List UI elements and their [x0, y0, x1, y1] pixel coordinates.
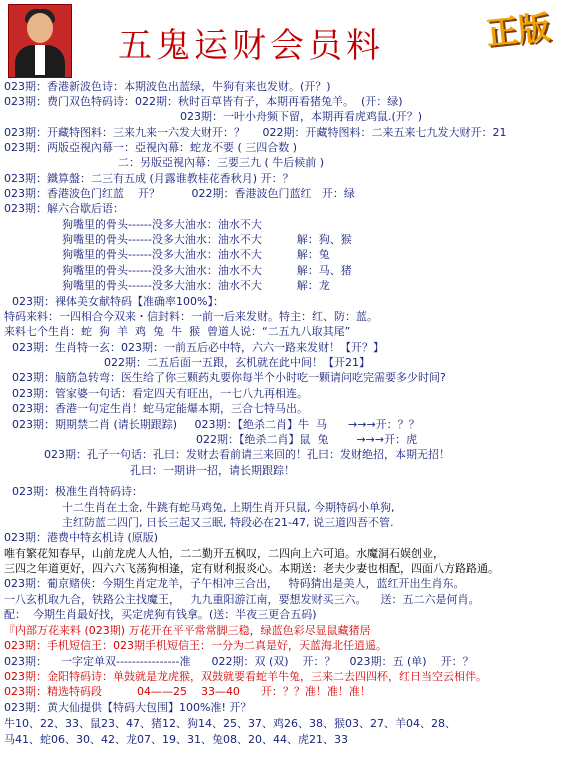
- text-line: 023期：一叶小舟频下留，本期再看虎鸡鼠.(开？): [180, 110, 423, 123]
- text-line: 023期：开藏特图料：三来九来一六发大财开：？ 022期：开藏特图料：二来五来七九发大财开：21: [4, 126, 507, 139]
- avatar: [8, 4, 72, 78]
- avatar-face: [27, 13, 53, 43]
- text-line: 023期：精选特码段 04——25 33—40 开：？？准！准！准！: [4, 685, 371, 698]
- text-line: 023期：香港一句定生肖！蛇马定能爆本期，三合七特马出。: [12, 402, 308, 415]
- text-line: 主红防蓝二四门, 日长三起又三眠, 特段必在21-47, 说三道四吾不管.: [62, 516, 394, 529]
- text-line: 023期：期期禁二肖 (请长期跟踪) 023期：【绝杀二肖】牛 马 →→→开：？？: [12, 418, 420, 431]
- text-line: 023期：解六合歇后语：: [4, 202, 124, 215]
- text-line: 孔曰：一期讲一招，请长期跟踪！: [130, 464, 295, 477]
- text-line: 十二生肖在土金, 牛跳有蛇马鸡兔, 上期生肖开只鼠, 今期特码小单狗,: [62, 501, 395, 514]
- text-line: 023期：鐵算盤：二三有五成 (月露谁教桂花香秋月) 开：？: [4, 172, 294, 185]
- text-line: 023期：港费中特玄机诗 (原版): [4, 531, 159, 544]
- text-line: 023期：生肖特一玄：023期：一前五后必中特，六六一路来发财！【开？】: [12, 341, 384, 354]
- genuine-badge: 正版: [484, 8, 552, 53]
- text-line: 马41、蛇06、30、42、龙07、19、31、兔08、20、44、虎21、33: [4, 733, 348, 746]
- page-title: 五鬼运财会员料: [118, 26, 384, 66]
- text-line: 023期：费门双色特码诗：022期：秋时百草皆有子，本期再看猪兔羊。 (开：绿): [4, 95, 403, 108]
- text-line: 狗嘴里的骨头------没多大油水：油水不大 解：狗、猴: [62, 233, 352, 246]
- text-line: 023期：手机短信王：023期手机短信王：一分为二真是好，天蓝海北任逍遥。: [4, 639, 387, 652]
- text-line: 配： 今期生肖最好找，买定虎狗有钱拿。(送：半夜三更合五码): [4, 608, 317, 621]
- text-line: 狗嘴里的骨头------没多大油水：油水不大: [62, 218, 262, 231]
- text-line: 023期：两版亞視內幕一：亞視內幕：蛇龙不要 ( 三四合数 ): [4, 141, 298, 154]
- text-line: 023期： 一字定单双----------------准 022期：双 (双) 开：？ 023期：五 (单) 开：？: [4, 655, 474, 668]
- text-line: 023期：极准生肖特码诗：: [12, 485, 143, 498]
- text-line: 『内部万花来料 (023期) 万花开在平平常常脚三稳，绿蓝色彩尽显鼠藏猪居: [4, 624, 371, 637]
- text-line: 023期：香港波色门红蓝 开？ 022期：香港波色门蓝红 开：绿: [4, 187, 355, 200]
- text-line: 023期：裸体美女献特码【准确率100%】：: [12, 295, 224, 308]
- text-line: 二：另版亞視內幕：三要三九 ( 牛后候前 ): [118, 156, 325, 169]
- text-line: 特码来料：一四相合今双来・信封料：一前一后来发财。特主：红、防：蓝。: [4, 310, 378, 323]
- text-line: 一八玄机取九合，铁路公主找魔王， 九九重阳游江南，要想发财买三六。 送：五二六是何肖。: [4, 593, 480, 606]
- text-line: 023期：金阳特码诗：单鼓就是龙虎猴，双鼓就要看蛇羊牛兔，三来二去四四杯，红日当空云相伴。: [4, 670, 487, 683]
- avatar-shirt: [35, 45, 45, 75]
- text-line: 三四之年道更好，四六六飞荡狗相逢，定有财利报炎心。本期送：老夫少妻也相配，四面八方路路通。: [4, 562, 499, 575]
- text-line: 唯有繁花知春早，山前龙虎人人怕，二二勤开五枫叹，二四向上六可追。水魔洞石娱创业，: [4, 547, 444, 560]
- text-line: 022期：二五后面一五跟，玄机就在此中间！【开21】: [104, 356, 370, 369]
- text-line: 023期：孔子一句话：孔曰：发财去看前请三来回的！孔曰：发财绝招，本期无招！: [44, 448, 450, 461]
- text-line: 狗嘴里的骨头------没多大油水：油水不大 解：马、猪: [62, 264, 352, 277]
- text-line: 023期：脑筋急转弯：医生给了你三颗药丸要你每半个小时吃一颗请问吃完需要多少时间?: [12, 371, 446, 384]
- text-line: 022期：【绝杀二肖】鼠 兔 →→→开：虎: [196, 433, 418, 446]
- text-line: 牛10、22、33、鼠23、47、猪12、狗14、25、37、鸡26、38、猴03、27、羊04、28、: [4, 717, 456, 730]
- text-line: 023期：管家婆一句话：看定四天有旺出，一七八九再相连。: [12, 387, 308, 400]
- text-line: 023期：香港新波色诗：本期波色出蓝绿，牛狗有来也发财。(开？): [4, 80, 331, 93]
- text-line: 023期：黄大仙提供【特码大包围】100%准! 开？: [4, 701, 252, 714]
- text-line: 狗嘴里的骨头------没多大油水：油水不大 解：兔: [62, 248, 330, 261]
- header: [0, 0, 582, 82]
- text-line: 023期：葡京赌侠：今期生肖定龙羊，子午相冲三合出， 特码猜出是美人，蓝红开出生肖东。: [4, 577, 465, 590]
- text-line: 狗嘴里的骨头------没多大油水：油水不大 解：龙: [62, 279, 330, 292]
- text-line: 来料七个生肖：蛇 狗 羊 鸡 兔 牛 猴 曾道人说：“二五九八取其尾”: [4, 325, 351, 338]
